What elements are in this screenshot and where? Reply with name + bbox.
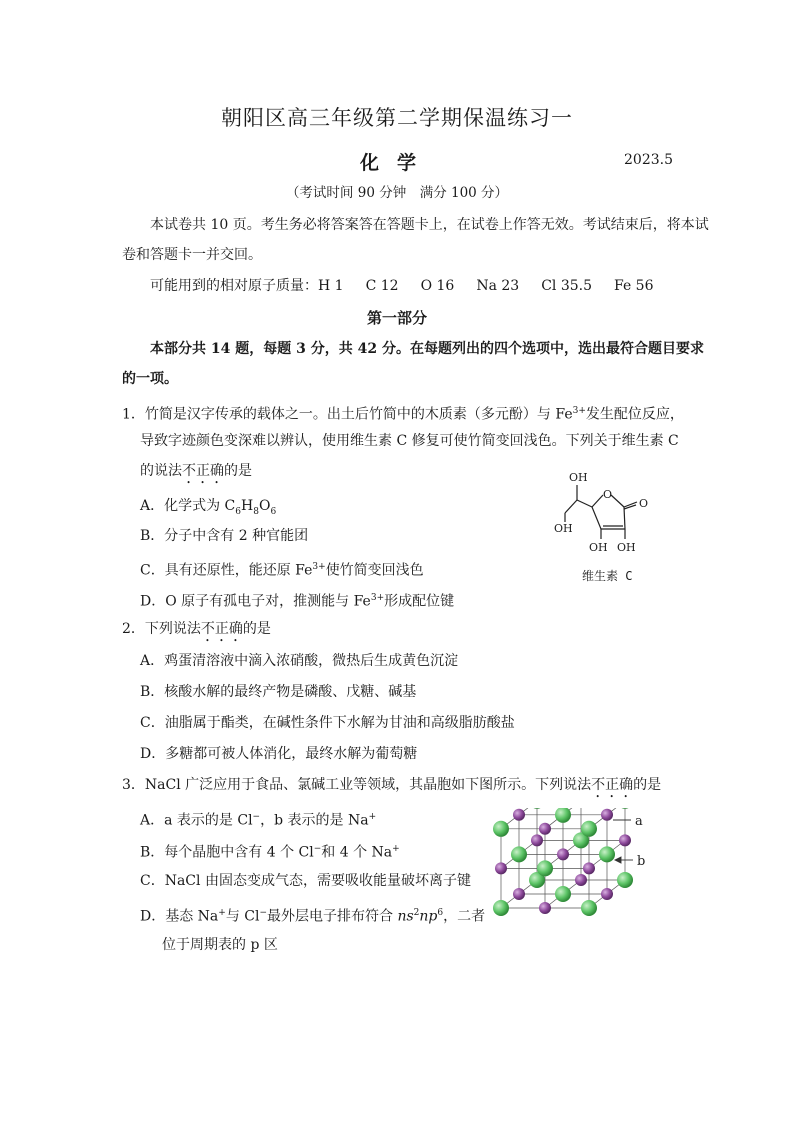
nacl-crystal-lattice: [485, 808, 655, 938]
q2-option-a: A．鸡蛋清溶液中滴入浓硝酸，微热后生成黄色沉淀: [140, 653, 459, 669]
q3-oa-1: A．a 表示的是 Cl: [140, 812, 253, 829]
vitamin-c-caption: 维生素 C: [582, 569, 633, 583]
q1-l3a: 的说法: [140, 463, 182, 479]
q3-oa-2: ，b 表示的是 Na: [260, 812, 369, 829]
q1-oc-sup: 3+: [312, 562, 326, 572]
cl-ion: [493, 900, 509, 916]
part-instructions-2: 的一项。: [122, 371, 178, 387]
q3-od-3: 最外层电子排布符合: [267, 908, 398, 925]
q3-number: 3．: [122, 777, 145, 793]
na-ion: [601, 809, 613, 821]
q1-oa-s3: 6: [270, 506, 277, 517]
exam-date: 2023.5: [624, 152, 673, 168]
q3-oa-sup1: −: [252, 812, 261, 822]
q3-emphasis: 不正确: [591, 777, 634, 793]
q1-od-1: D．O 原子有孤电子对，推测能与 Fe: [140, 593, 371, 610]
atomic-mass-h: H 1: [318, 278, 344, 294]
q3-ob-1: B．每个晶胞中含有 4 个 Cl: [140, 844, 314, 861]
lattice-label-b: b: [637, 854, 646, 869]
cl-ion: [617, 808, 633, 809]
exam-info: （考试时间 90 分钟 满分 100 分）: [285, 185, 509, 201]
q1-l1-sup: 3+: [572, 406, 586, 416]
q3-option-a: [140, 802, 376, 836]
vc-atom-oh-bottom-1: OH: [589, 541, 608, 554]
lattice-label-a: a: [635, 814, 643, 829]
atomic-mass-na: Na 23: [476, 278, 520, 294]
q1-option-c: [140, 552, 424, 586]
atomic-mass-cl: Cl 35.5: [541, 278, 592, 294]
page-title: 朝阳区高三年级第二学期保温练习一: [221, 106, 573, 130]
atomic-mass-c: C 12: [365, 278, 399, 294]
na-ion: [495, 862, 507, 874]
intro-line-2: 卷和答题卡一并交回。: [122, 247, 262, 263]
na-ion: [539, 823, 551, 835]
na-ion: [575, 874, 587, 886]
vc-atom-oh-top: OH: [569, 471, 588, 484]
cl-ion: [555, 886, 571, 902]
q3-ob-sup1: −: [313, 844, 322, 854]
na-ion: [531, 834, 543, 846]
q3-od-2: 与 Cl: [225, 908, 260, 925]
q1-l3b: 的是: [224, 463, 252, 479]
cl-ion: [555, 808, 571, 823]
q3-oa-sup2: +: [368, 812, 377, 822]
q1-oc-1: C．具有还原性，能还原 Fe: [140, 562, 313, 579]
vc-atom-oh-bottom-2: OH: [617, 541, 636, 554]
intro-line-1: 本试卷共 10 页。考生务必将答案答在答题卡上，在试卷上作答无效。考试结束后，将本试: [150, 217, 709, 233]
q1-stem-line-2: 导致字迹颜色变深难以辨认，使用维生素 C 修复可使竹简变回浅色。下列关于维生素 C: [140, 433, 679, 449]
q2-stem: [122, 614, 271, 645]
q3-stem-a: NaCl 广泛应用于食品、氯碱工业等领域，其晶胞如下图所示。下列说法: [144, 777, 592, 793]
part-heading: 第一部分: [366, 309, 427, 327]
atomic-mass-fe: Fe 56: [614, 278, 654, 294]
q3-od-np: np: [419, 908, 438, 925]
q1-oa-s2: 8: [253, 506, 259, 517]
q3-od-sup4: 6: [437, 908, 444, 918]
q3-option-c: C．NaCl 由固态变成气态，需要吸收能量破坏离子键: [140, 873, 471, 889]
na-ion: [583, 862, 595, 874]
q3-od-4: ，二者: [443, 908, 486, 925]
q1-oa-3: O: [258, 498, 271, 514]
cl-ion: [599, 846, 615, 862]
q1-number: 1．: [122, 406, 145, 423]
q2-emphasis: 不正确: [200, 621, 243, 637]
q1-od-sup: 3+: [370, 593, 385, 603]
cl-ion: [581, 900, 597, 916]
q3-od-sup2: −: [259, 908, 268, 918]
q1-oa-2: H: [241, 498, 254, 514]
q3-stem: [122, 770, 661, 801]
na-ion: [557, 848, 569, 860]
q3-option-d: [140, 898, 485, 932]
q1-l1b: 发生配位反应，: [585, 406, 684, 423]
na-ion: [601, 888, 613, 900]
q3-ob-sup2: +: [392, 844, 400, 854]
q2-stem-a: 下列说法: [144, 621, 201, 637]
atomic-mass-line: [150, 271, 654, 301]
cl-ion: [511, 846, 527, 862]
vc-atom-o-ring: O: [603, 488, 613, 501]
q3-option-b: [140, 834, 400, 868]
q1-oa-1: A．化学式为 C: [140, 498, 236, 514]
cl-ion: [493, 821, 509, 837]
q3-od-sup3: 2: [413, 908, 420, 918]
atomic-mass-label: 可能用到的相对原子质量：: [150, 278, 318, 294]
q1-oc-2: 使竹简变回浅色: [325, 562, 424, 579]
cl-ion: [537, 860, 553, 876]
q2-stem-b: 的是: [242, 621, 271, 637]
cl-ion: [529, 808, 545, 809]
q3-od-1: D．基态 Na: [140, 908, 219, 925]
q1-od-2: 形成配位键: [384, 593, 455, 610]
q3-od-sup1: +: [218, 908, 226, 918]
q1-l1a: 竹简是汉字传承的载体之一。出土后竹简中的木质素（多元酚）与 Fe: [144, 406, 573, 423]
vc-atom-oh-left: OH: [554, 522, 573, 535]
q1-stem-line-3: [140, 456, 252, 487]
q2-option-b: B．核酸水解的最终产物是磷酸、戊糖、碱基: [140, 684, 417, 700]
part-instructions-1: 本部分共 14 题，每题 3 分，共 42 分。在每题列出的四个选项中，选出最符合题目要求: [150, 341, 704, 357]
q2-option-d: D．多糖都可被人体消化，最终水解为葡萄糖: [140, 746, 418, 762]
na-ion: [513, 809, 525, 821]
q1-stem-line-1: [122, 396, 684, 430]
q3-od-ns: ns: [397, 908, 414, 925]
subject-title: 化学: [359, 152, 434, 174]
vitamin-c-structure: [545, 465, 675, 560]
atomic-mass-o: O 16: [420, 278, 455, 294]
q1-oa-s1: 6: [235, 506, 242, 517]
q3-stem-b: 的是: [633, 777, 662, 793]
q1-option-d: [140, 583, 454, 617]
q2-number: 2．: [122, 621, 145, 637]
q2-option-c: C．油脂属于酯类，在碱性条件下水解为甘油和高级脂肪酸盐: [140, 715, 515, 731]
cl-ion: [581, 821, 597, 837]
q1-option-b: B．分子中含有 2 种官能团: [140, 528, 309, 544]
cl-ion: [617, 872, 633, 888]
q1-emphasis: 不正确: [182, 463, 224, 479]
q3-ob-2: 和 4 个 Na: [321, 844, 393, 861]
na-ion: [619, 834, 631, 846]
na-ion: [513, 888, 525, 900]
na-ion: [539, 902, 551, 914]
vc-atom-o-carbonyl: O: [639, 497, 649, 510]
q3-option-d-line-2: 位于周期表的 p 区: [162, 937, 278, 953]
